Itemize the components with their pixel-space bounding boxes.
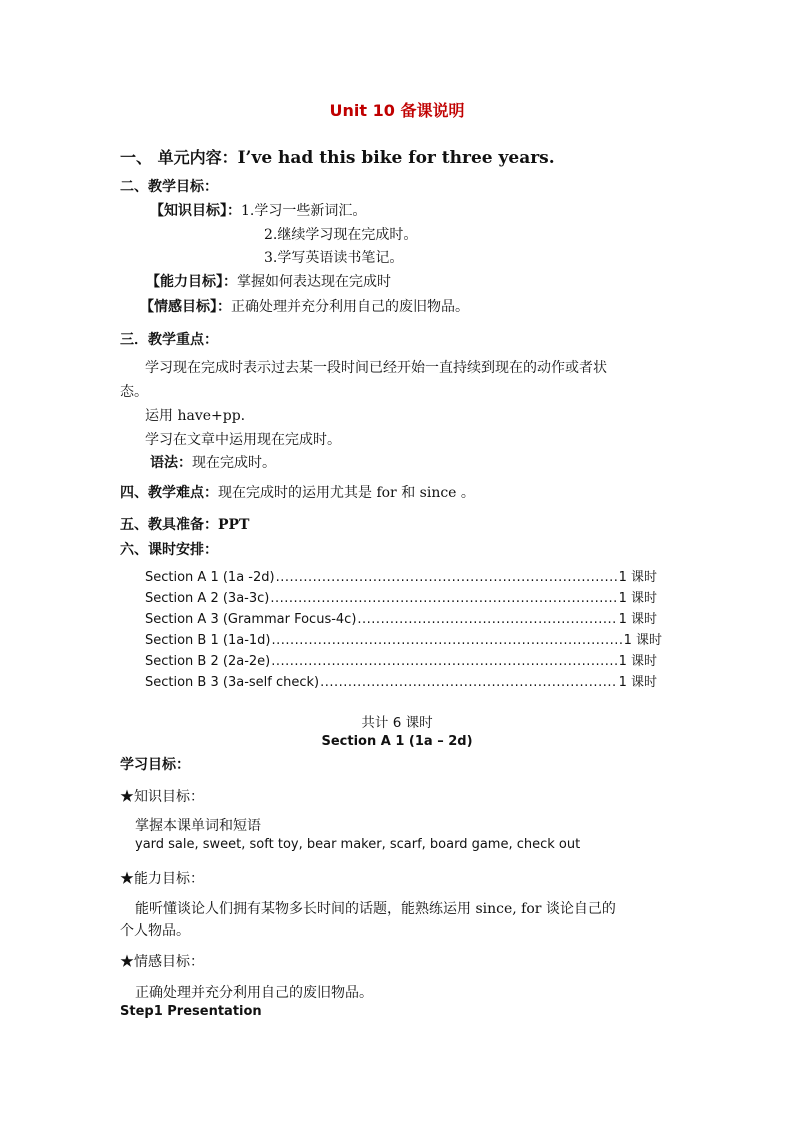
lesson-name: Section B 2 (2a-2e) [145, 654, 271, 669]
ability-goal-row [146, 271, 391, 291]
lesson-row [145, 650, 657, 669]
ability-target-heading: ★能力目标： [120, 871, 204, 887]
section1-label: 一、 单元内容： [120, 148, 238, 167]
section1-heading [120, 145, 555, 168]
section5-row [120, 514, 249, 534]
grammar-label: 语法： [150, 455, 192, 471]
focus-line-3: 运用 have+pp. [145, 408, 246, 424]
ability-target-line-2: 个人物品。 [120, 923, 190, 939]
vocabulary-list: yard sale, sweet, soft toy, bear maker, scarf, board game, check out [135, 837, 581, 852]
lesson-hours: 1 课时 [623, 633, 662, 648]
lesson-name: Section A 2 (3a-3c) [145, 591, 270, 606]
leader-dots [271, 633, 622, 648]
lesson-name: Section A 3 (Grammar Focus-4c) [145, 612, 357, 627]
section6-heading: 六、课时安排： [120, 542, 218, 558]
lesson-hours: 1 课时 [618, 591, 657, 606]
leader-dots [270, 591, 617, 606]
step1-heading: Step1 Presentation [120, 1004, 262, 1019]
section4-label: 四、教学难点： [120, 485, 218, 501]
document-title: Unit 10 备课说明 [329, 101, 465, 120]
lesson-heading: Section A 1 (1a – 2d) [321, 734, 473, 749]
knowledge-item-3: 3.学写英语读书笔记。 [264, 250, 404, 266]
ability-target-line-1: 能听懂谈论人们拥有某物多长时间的话题，能熟练运用 since, for 谈论自己的 [135, 901, 616, 917]
emotion-goal-row [140, 296, 469, 316]
knowledge-goal-label: 【知识目标】： [150, 203, 241, 219]
section2-heading: 二、教学目标： [120, 179, 218, 195]
lesson-row [145, 608, 657, 627]
grammar-row [150, 452, 276, 472]
goals-heading: 学习目标： [120, 757, 190, 773]
knowledge-target-text: 掌握本课单词和短语 [135, 818, 261, 834]
total-hours: 共计 6 课时 [361, 715, 433, 731]
grammar-text: 现在完成时。 [192, 455, 276, 471]
lesson-name: Section A 1 (1a -2d) [145, 570, 275, 585]
lesson-hours: 1 课时 [618, 570, 657, 585]
lesson-hours: 1 课时 [618, 612, 657, 627]
section4-text: 现在完成时的运用尤其是 for 和 since 。 [218, 485, 475, 501]
lesson-name: Section B 3 (3a-self check) [145, 675, 320, 690]
lesson-name: Section B 1 (1a-1d) [145, 633, 271, 648]
emotion-goal-text: 正确处理并充分利用自己的废旧物品。 [231, 299, 469, 315]
knowledge-target-heading: ★知识目标： [120, 789, 204, 805]
leader-dots [276, 570, 618, 585]
lesson-row [145, 671, 657, 690]
ability-goal-text: 掌握如何表达现在完成时 [237, 274, 391, 290]
leader-dots [271, 654, 617, 669]
leader-dots [320, 675, 617, 690]
section3-heading: 三．教学重点： [120, 332, 218, 348]
lesson-hours: 1 课时 [618, 675, 657, 690]
lesson-row [145, 587, 657, 606]
emotion-target-heading: ★情感目标： [120, 954, 204, 970]
knowledge-item-1: 1.学习一些新词汇。 [241, 203, 367, 219]
lesson-hours: 1 课时 [618, 654, 657, 669]
lesson-row [145, 629, 662, 648]
focus-line-4: 学习在文章中运用现在完成时。 [145, 432, 341, 448]
knowledge-item-2: 2.继续学习现在完成时。 [264, 227, 418, 243]
ability-goal-label: 【能力目标】： [146, 274, 237, 290]
section1-text: I’ve had this bike for three years. [237, 148, 555, 168]
emotion-target-text: 正确处理并充分利用自己的废旧物品。 [135, 985, 373, 1001]
section5-label: 五、教具准备： [120, 517, 218, 533]
focus-line-1: 学习现在完成时表示过去某一段时间已经开始一直持续到现在的动作或者状 [145, 360, 607, 376]
focus-line-2: 态。 [120, 384, 148, 400]
section4-row [120, 482, 475, 502]
knowledge-goal-row [150, 200, 366, 220]
section5-text: PPT [218, 517, 250, 533]
lesson-row [145, 566, 657, 585]
emotion-goal-label: 【情感目标】： [140, 299, 231, 315]
leader-dots [357, 612, 617, 627]
